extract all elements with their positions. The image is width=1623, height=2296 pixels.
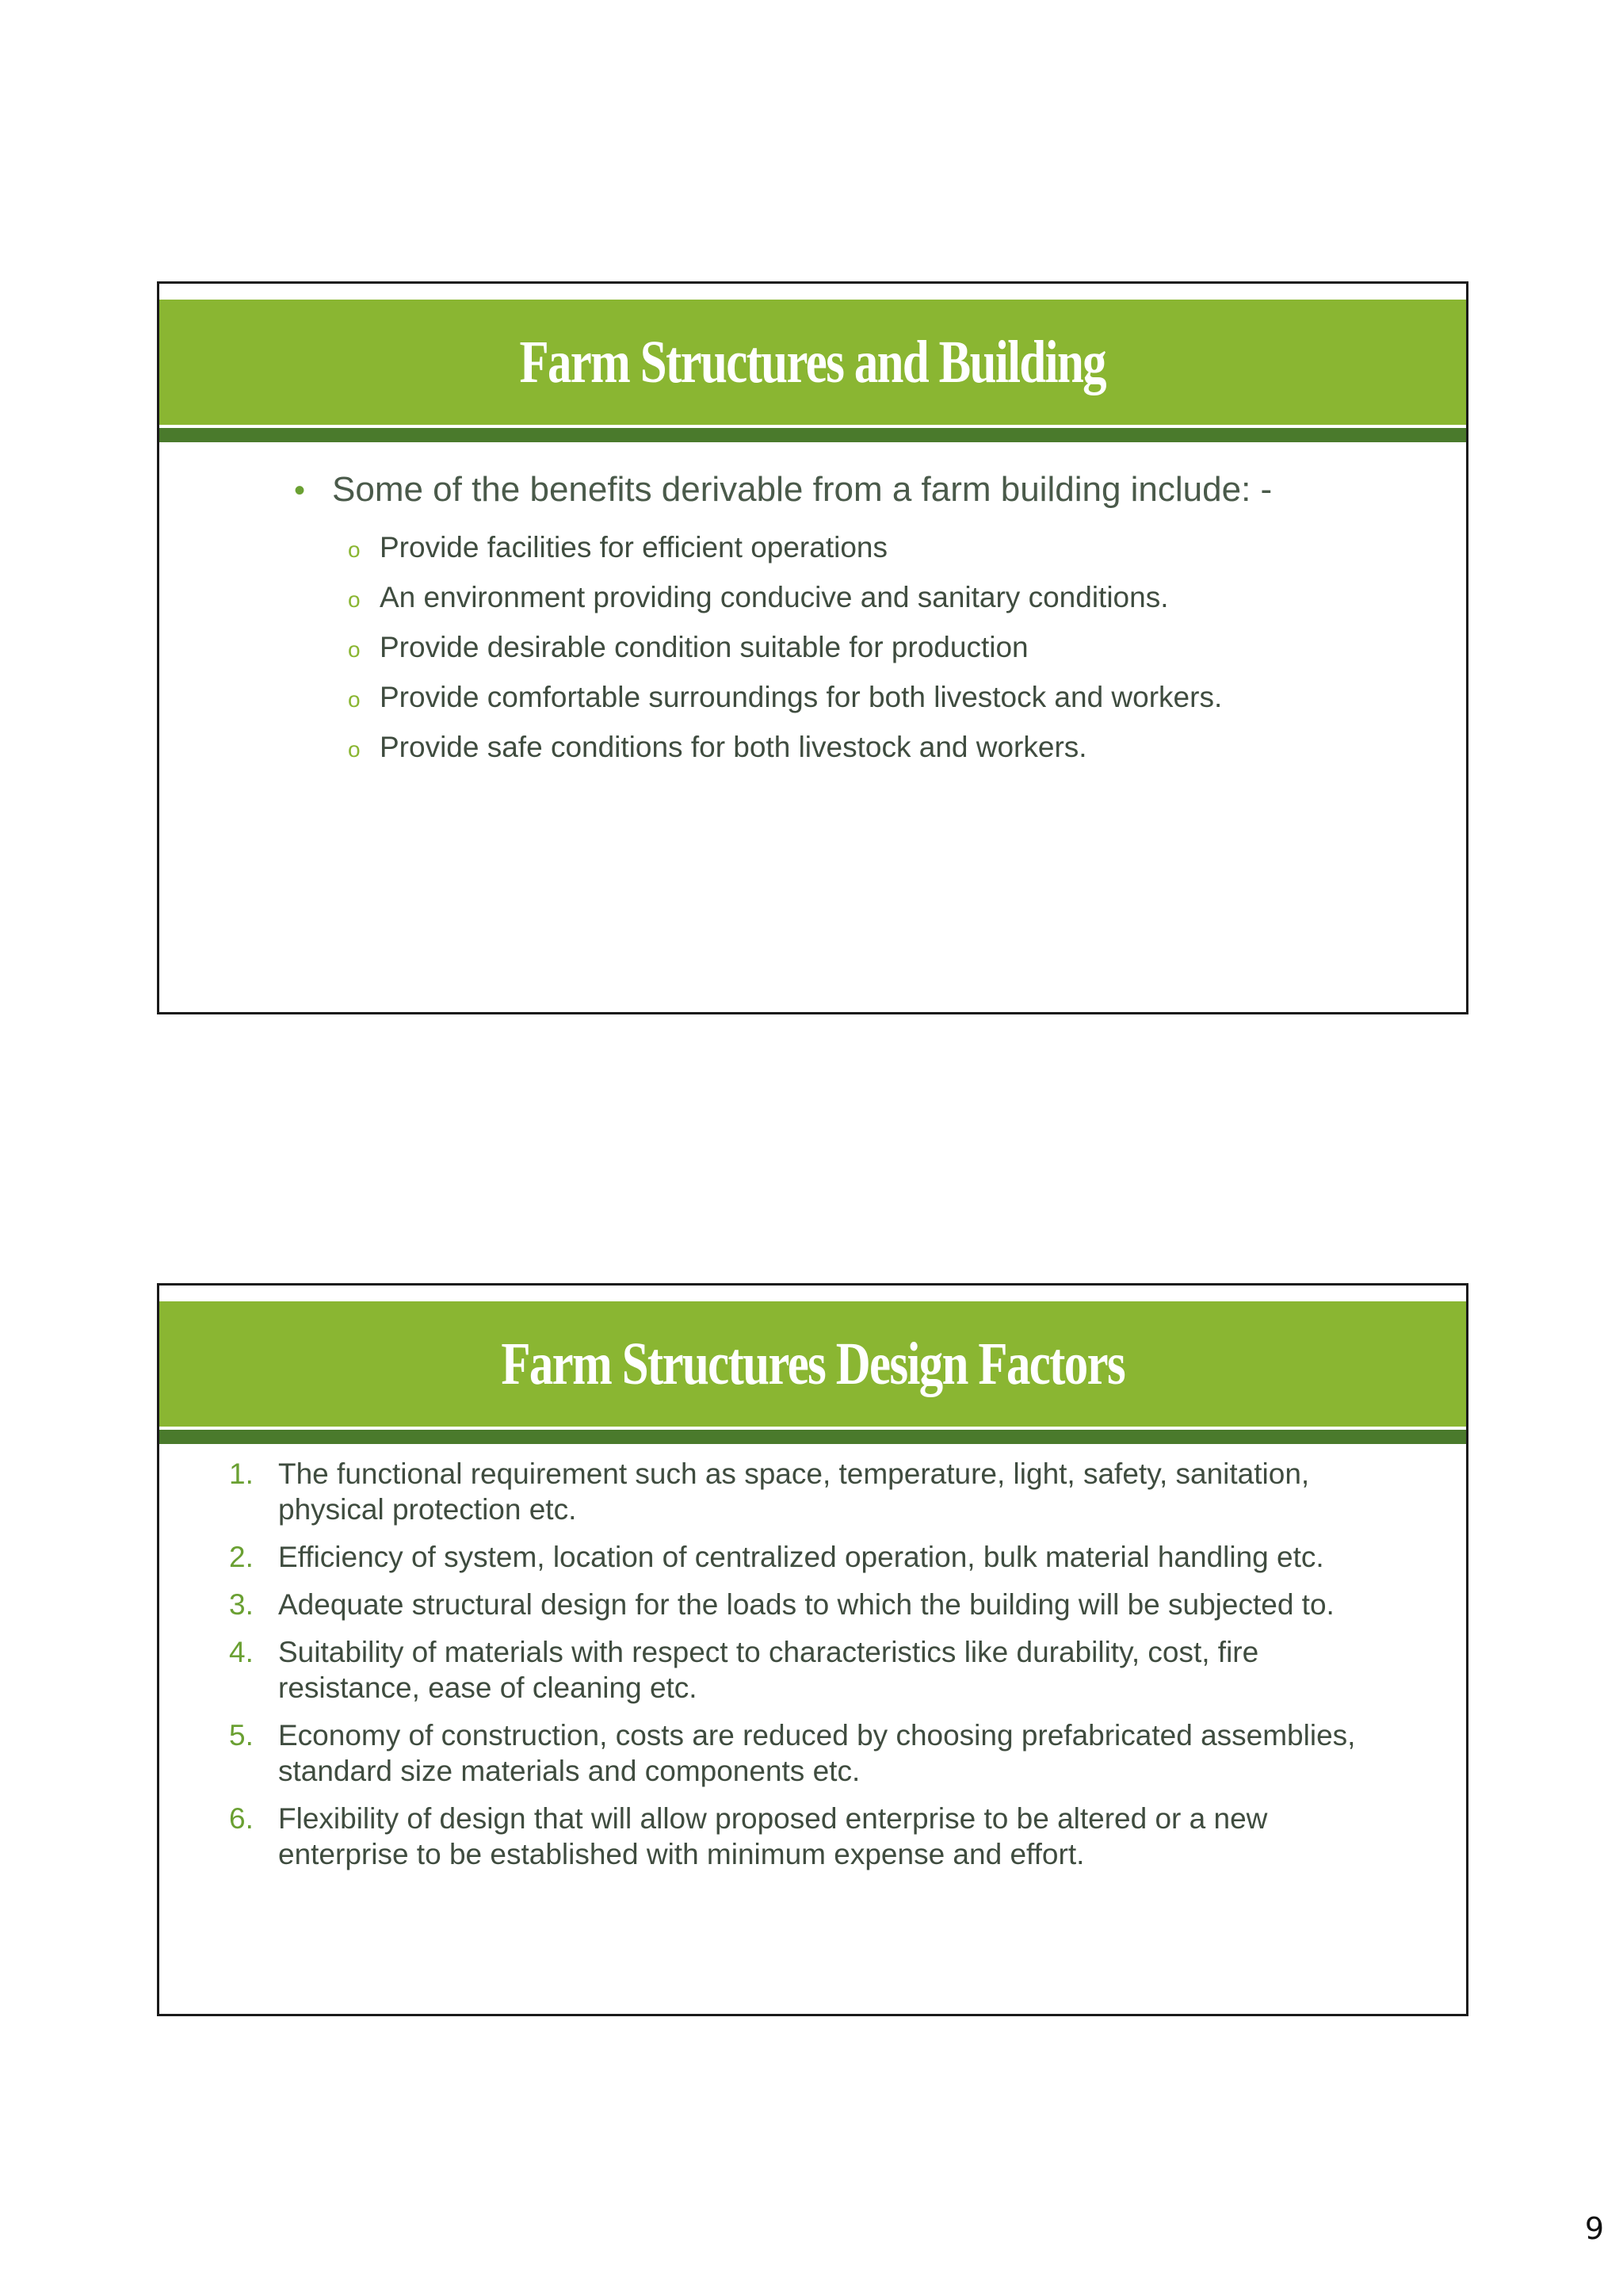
ring-bullet-icon: o — [348, 637, 361, 662]
item-text: Efficiency of system, location of centralized operation, bulk material handling etc. — [278, 1541, 1324, 1573]
ring-bullet-icon: o — [348, 737, 361, 762]
list-item — [348, 674, 1434, 724]
list-item — [348, 624, 1434, 674]
item-text: Adequate structural design for the loads to which the building will be subjected to. — [278, 1588, 1335, 1621]
numbered-item — [229, 1587, 1387, 1622]
slide-design-factors — [157, 1283, 1468, 2016]
slide-body — [294, 470, 1434, 774]
numbered-item — [229, 1801, 1387, 1872]
ring-bullet-icon: o — [348, 687, 361, 712]
item-number: 5. — [229, 1719, 254, 1752]
slide-body — [229, 1456, 1387, 1884]
item-number: 1. — [229, 1457, 254, 1490]
page-number: 9 — [1584, 2211, 1604, 2246]
list-item-text: Provide desirable condition suitable for production — [380, 631, 1029, 663]
list-item-text: An environment providing conducive and sanitary conditions. — [380, 581, 1169, 613]
title-divider — [159, 1430, 1466, 1444]
benefits-list — [294, 524, 1434, 774]
numbered-item — [229, 1717, 1387, 1789]
list-item — [348, 724, 1434, 774]
bullet-text: Some of the benefits derivable from a farm building include: - — [332, 470, 1273, 509]
main-bullet — [294, 470, 1434, 510]
numbered-item — [229, 1456, 1387, 1527]
list-item — [348, 574, 1434, 624]
bullet-icon: • — [294, 473, 306, 508]
item-text: The functional requirement such as space, temperature, light, safety, sanitation, physical protection etc. — [278, 1457, 1310, 1526]
item-number: 6. — [229, 1802, 254, 1835]
slide-title: Farm Structures and Building — [519, 328, 1106, 395]
item-number: 3. — [229, 1588, 254, 1621]
item-text: Suitability of materials with respect to characteristics like durability, cost, fire resistance, ease of cleaning etc. — [278, 1636, 1259, 1704]
list-item-text: Provide comfortable surroundings for both livestock and workers. — [380, 681, 1223, 713]
slide-title-band — [159, 1301, 1466, 1427]
item-number: 4. — [229, 1636, 254, 1668]
numbered-item — [229, 1634, 1387, 1706]
title-divider — [159, 428, 1466, 442]
numbered-item — [229, 1539, 1387, 1575]
list-item — [348, 524, 1434, 574]
ring-bullet-icon: o — [348, 587, 361, 612]
ring-bullet-icon: o — [348, 537, 361, 562]
slide-title-band — [159, 300, 1466, 425]
list-item-text: Provide facilities for efficient operations — [380, 531, 888, 563]
slide-title: Farm Structures Design Factors — [501, 1330, 1125, 1397]
item-number: 2. — [229, 1541, 254, 1573]
list-item-text: Provide safe conditions for both livestock and workers. — [380, 731, 1087, 763]
item-text: Economy of construction, costs are reduced by choosing prefabricated assemblies, standard size materials and components etc. — [278, 1719, 1356, 1787]
slide-farm-structures-building — [157, 281, 1468, 1014]
item-text: Flexibility of design that will allow proposed enterprise to be altered or a new enterprise to be established with minimum expense and effort. — [278, 1802, 1268, 1870]
